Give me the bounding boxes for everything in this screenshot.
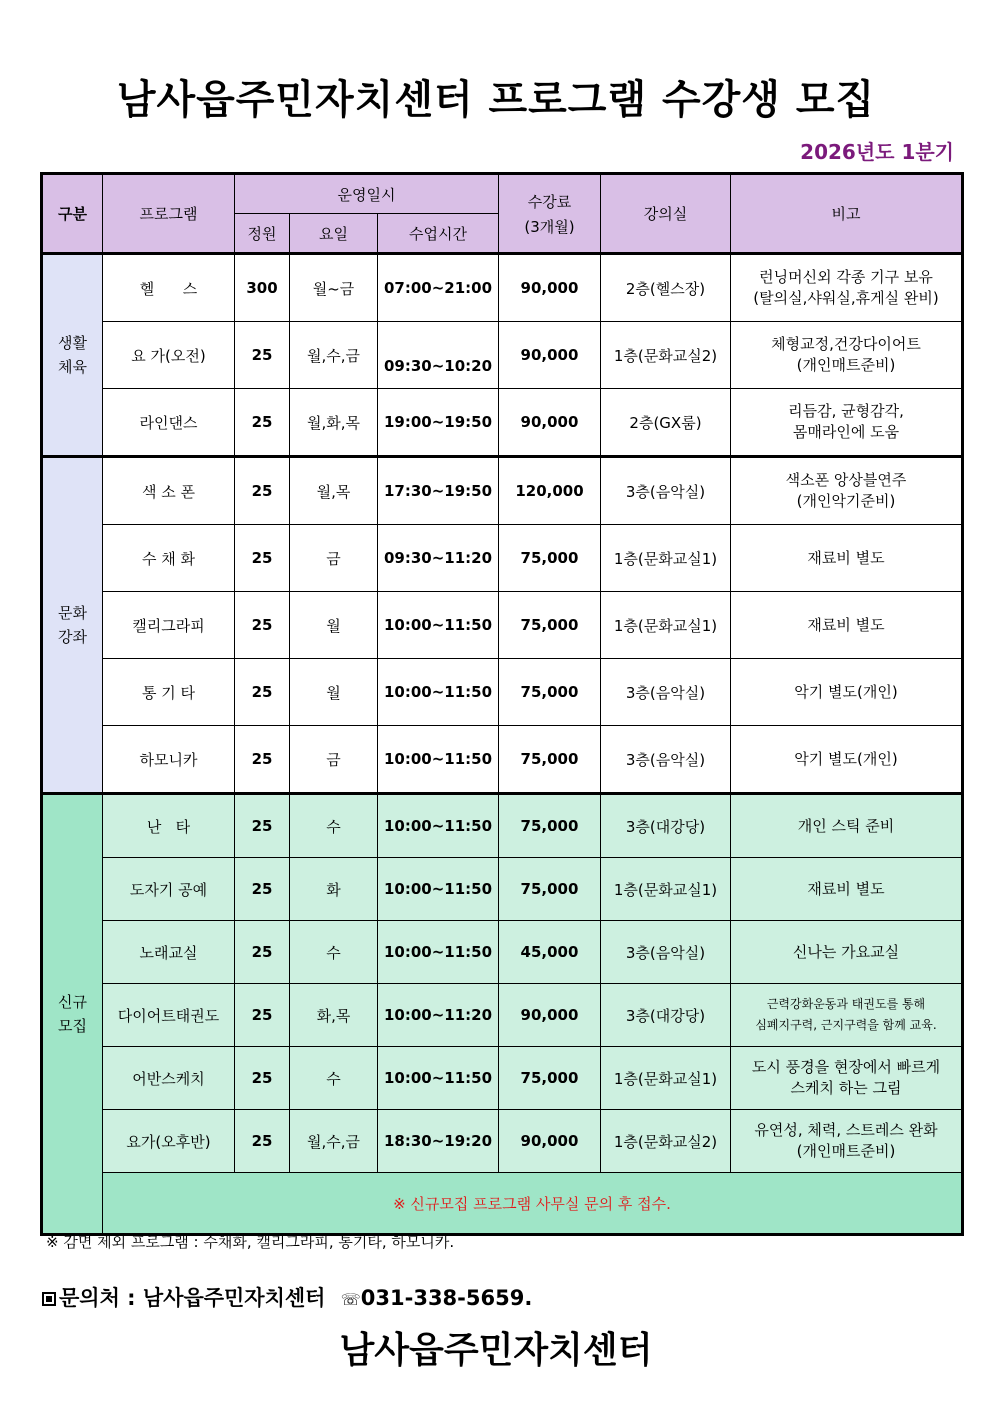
class-time bbox=[378, 322, 499, 389]
program-name: 요 가(오전) bbox=[103, 322, 235, 389]
note-line: (개인매트준비) bbox=[796, 356, 896, 374]
class-time: 10:00~11:50 bbox=[378, 726, 499, 794]
room: 2층(GX룸) bbox=[601, 389, 731, 457]
room: 3층(대강당) bbox=[601, 794, 731, 858]
days: 월,화,목 bbox=[290, 389, 378, 457]
fee: 45,000 bbox=[499, 921, 601, 984]
category-cell bbox=[42, 794, 103, 1235]
table-row bbox=[42, 525, 963, 592]
fee: 90,000 bbox=[499, 1110, 601, 1173]
note: 재료비 별도 bbox=[731, 858, 963, 921]
fee: 90,000 bbox=[499, 389, 601, 457]
fee: 75,000 bbox=[499, 794, 601, 858]
room: 3층(대강당) bbox=[601, 984, 731, 1047]
header-room: 강의실 bbox=[601, 174, 731, 254]
table-row bbox=[42, 726, 963, 794]
program-name: 다이어트태권도 bbox=[103, 984, 235, 1047]
note: 신나는 가요교실 bbox=[731, 921, 963, 984]
page-title: 남사읍주민자치센터 프로그램 수강생 모집 bbox=[116, 77, 876, 123]
table-row bbox=[42, 984, 963, 1047]
class-time: 10:00~11:50 bbox=[378, 592, 499, 659]
note bbox=[731, 254, 963, 322]
note-line: (개인매트준비) bbox=[796, 1142, 896, 1160]
class-time: 09:30~11:20 bbox=[378, 525, 499, 592]
capacity: 25 bbox=[235, 659, 290, 726]
header-fee bbox=[499, 174, 601, 254]
organization-name: 남사읍주민자치센터 bbox=[339, 1330, 653, 1371]
days: 월,수,금 bbox=[290, 322, 378, 389]
fee: 90,000 bbox=[499, 254, 601, 322]
program-name: 색 소 폰 bbox=[103, 457, 235, 525]
category-cell bbox=[42, 254, 103, 457]
category-label: 생활 bbox=[58, 334, 87, 352]
new-program-notice: ※ 신규모집 프로그램 사무실 문의 후 접수. bbox=[103, 1173, 963, 1235]
days: 금 bbox=[290, 525, 378, 592]
fee: 75,000 bbox=[499, 659, 601, 726]
room: 1층(문화교실1) bbox=[601, 525, 731, 592]
capacity: 25 bbox=[235, 457, 290, 525]
capacity: 25 bbox=[235, 525, 290, 592]
table-row bbox=[42, 389, 963, 457]
days: 수 bbox=[290, 1047, 378, 1110]
days: 월~금 bbox=[290, 254, 378, 322]
capacity: 25 bbox=[235, 794, 290, 858]
category-label: 모집 bbox=[58, 1017, 87, 1035]
class-time: 17:30~19:50 bbox=[378, 457, 499, 525]
header-note: 비고 bbox=[731, 174, 963, 254]
note-line: 스케치 하는 그림 bbox=[790, 1079, 902, 1097]
note-line: 유연성, 체력, 스트레스 완화 bbox=[754, 1121, 938, 1139]
room: 2층(헬스장) bbox=[601, 254, 731, 322]
room: 3층(음악실) bbox=[601, 726, 731, 794]
days: 화,목 bbox=[290, 984, 378, 1047]
fee: 75,000 bbox=[499, 858, 601, 921]
days: 수 bbox=[290, 794, 378, 858]
header-category: 구분 bbox=[42, 174, 103, 254]
note bbox=[731, 984, 963, 1047]
table-row bbox=[42, 254, 963, 322]
class-time-text: 09:30~10:20 bbox=[383, 357, 493, 375]
fee: 75,000 bbox=[499, 1047, 601, 1110]
contact-info bbox=[42, 1282, 532, 1312]
note bbox=[731, 1110, 963, 1173]
class-time: 10:00~11:50 bbox=[378, 659, 499, 726]
days: 화 bbox=[290, 858, 378, 921]
program-name: 수 채 화 bbox=[103, 525, 235, 592]
capacity: 25 bbox=[235, 389, 290, 457]
class-time: 10:00~11:20 bbox=[378, 984, 499, 1047]
room: 3층(음악실) bbox=[601, 457, 731, 525]
capacity: 25 bbox=[235, 592, 290, 659]
note-line: (탈의실,샤워실,휴게실 완비) bbox=[753, 289, 939, 307]
note-line: 심폐지구력, 근지구력을 함께 교육. bbox=[755, 1018, 937, 1032]
phone-number: 031-338-5659. bbox=[360, 1286, 533, 1310]
category-label: 신규 bbox=[58, 993, 87, 1011]
program-name: 도자기 공예 bbox=[103, 858, 235, 921]
program-name: 어반스케치 bbox=[103, 1047, 235, 1110]
class-time: 10:00~11:50 bbox=[378, 794, 499, 858]
header-row bbox=[42, 174, 963, 214]
capacity: 25 bbox=[235, 858, 290, 921]
note-line: 리듬감, 균형감각, bbox=[788, 402, 904, 420]
room: 1층(문화교실2) bbox=[601, 1110, 731, 1173]
program-name: 노래교실 bbox=[103, 921, 235, 984]
days: 월,수,금 bbox=[290, 1110, 378, 1173]
note bbox=[731, 457, 963, 525]
header-time: 수업시간 bbox=[378, 214, 499, 254]
square-bullet-icon bbox=[42, 1292, 56, 1306]
program-name: 캘리그라피 bbox=[103, 592, 235, 659]
program-name: 헬 스 bbox=[103, 254, 235, 322]
program-name: 라인댄스 bbox=[103, 389, 235, 457]
program-name: 요가(오후반) bbox=[103, 1110, 235, 1173]
phone-icon: ☏ bbox=[340, 1290, 361, 1309]
table-row bbox=[42, 921, 963, 984]
category-cell bbox=[42, 457, 103, 794]
capacity: 25 bbox=[235, 726, 290, 794]
note-line: 몸매라인에 도움 bbox=[792, 423, 900, 441]
note bbox=[731, 389, 963, 457]
capacity: 25 bbox=[235, 1047, 290, 1110]
note-line: 체형교정,건강다이어트 bbox=[771, 335, 921, 353]
room: 3층(음악실) bbox=[601, 659, 731, 726]
room: 1층(문화교실2) bbox=[601, 322, 731, 389]
note-line: 근력강화운동과 태권도를 통해 bbox=[766, 997, 926, 1011]
discount-exclusion-note: ※ 감면 제외 프로그램 : 수채화, 캘리그라피, 통기타, 하모니카. bbox=[46, 1233, 455, 1251]
class-time: 10:00~11:50 bbox=[378, 1047, 499, 1110]
fee: 75,000 bbox=[499, 592, 601, 659]
table-row bbox=[42, 659, 963, 726]
note: 악기 별도(개인) bbox=[731, 726, 963, 794]
days: 월 bbox=[290, 592, 378, 659]
class-time: 07:00~21:00 bbox=[378, 254, 499, 322]
fee: 90,000 bbox=[499, 984, 601, 1047]
capacity: 25 bbox=[235, 1110, 290, 1173]
class-time: 18:30~19:20 bbox=[378, 1110, 499, 1173]
days: 금 bbox=[290, 726, 378, 794]
capacity: 25 bbox=[235, 921, 290, 984]
days: 월 bbox=[290, 659, 378, 726]
header-days: 요일 bbox=[290, 214, 378, 254]
note-line: 런닝머신외 각종 기구 보유 bbox=[759, 268, 933, 286]
room: 1층(문화교실1) bbox=[601, 592, 731, 659]
capacity: 25 bbox=[235, 984, 290, 1047]
days: 수 bbox=[290, 921, 378, 984]
note-line: (개인악기준비) bbox=[796, 492, 896, 510]
note bbox=[731, 322, 963, 389]
category-label: 문화 bbox=[58, 604, 87, 622]
note bbox=[731, 1047, 963, 1110]
note-line: 도시 풍경을 현장에서 빠르게 bbox=[751, 1058, 941, 1076]
table-row bbox=[42, 1110, 963, 1173]
category-label: 강좌 bbox=[58, 628, 87, 646]
class-time: 10:00~11:50 bbox=[378, 858, 499, 921]
note-line: 색소폰 앙상블연주 bbox=[785, 471, 907, 489]
table-row bbox=[42, 457, 963, 525]
note: 재료비 별도 bbox=[731, 592, 963, 659]
table-row bbox=[42, 858, 963, 921]
table-row bbox=[42, 794, 963, 858]
header-program: 프로그램 bbox=[103, 174, 235, 254]
contact-label: 문의처 : 남사읍주민자치센터 bbox=[59, 1286, 326, 1310]
note: 악기 별도(개인) bbox=[731, 659, 963, 726]
class-time: 19:00~19:50 bbox=[378, 389, 499, 457]
capacity: 25 bbox=[235, 322, 290, 389]
note: 재료비 별도 bbox=[731, 525, 963, 592]
header-fee-line2: (3개월) bbox=[524, 217, 575, 236]
room: 3층(음악실) bbox=[601, 921, 731, 984]
program-name: 통 기 타 bbox=[103, 659, 235, 726]
capacity: 300 bbox=[235, 254, 290, 322]
header-fee-line1: 수강료 bbox=[527, 192, 572, 211]
fee: 120,000 bbox=[499, 457, 601, 525]
notice-row bbox=[42, 1173, 963, 1235]
room: 1층(문화교실1) bbox=[601, 858, 731, 921]
period-label: 2026년도 1분기 bbox=[800, 140, 954, 164]
program-table bbox=[40, 172, 964, 1236]
fee: 75,000 bbox=[499, 525, 601, 592]
fee: 90,000 bbox=[499, 322, 601, 389]
header-schedule: 운영일시 bbox=[235, 174, 499, 214]
room: 1층(문화교실1) bbox=[601, 1047, 731, 1110]
class-time: 10:00~11:50 bbox=[378, 921, 499, 984]
days: 월,목 bbox=[290, 457, 378, 525]
fee: 75,000 bbox=[499, 726, 601, 794]
program-name: 난 타 bbox=[103, 794, 235, 858]
note: 개인 스틱 준비 bbox=[731, 794, 963, 858]
category-label: 체육 bbox=[58, 358, 87, 376]
table-row bbox=[42, 322, 963, 389]
program-name: 하모니카 bbox=[103, 726, 235, 794]
header-capacity: 정원 bbox=[235, 214, 290, 254]
table-row bbox=[42, 1047, 963, 1110]
table-row bbox=[42, 592, 963, 659]
